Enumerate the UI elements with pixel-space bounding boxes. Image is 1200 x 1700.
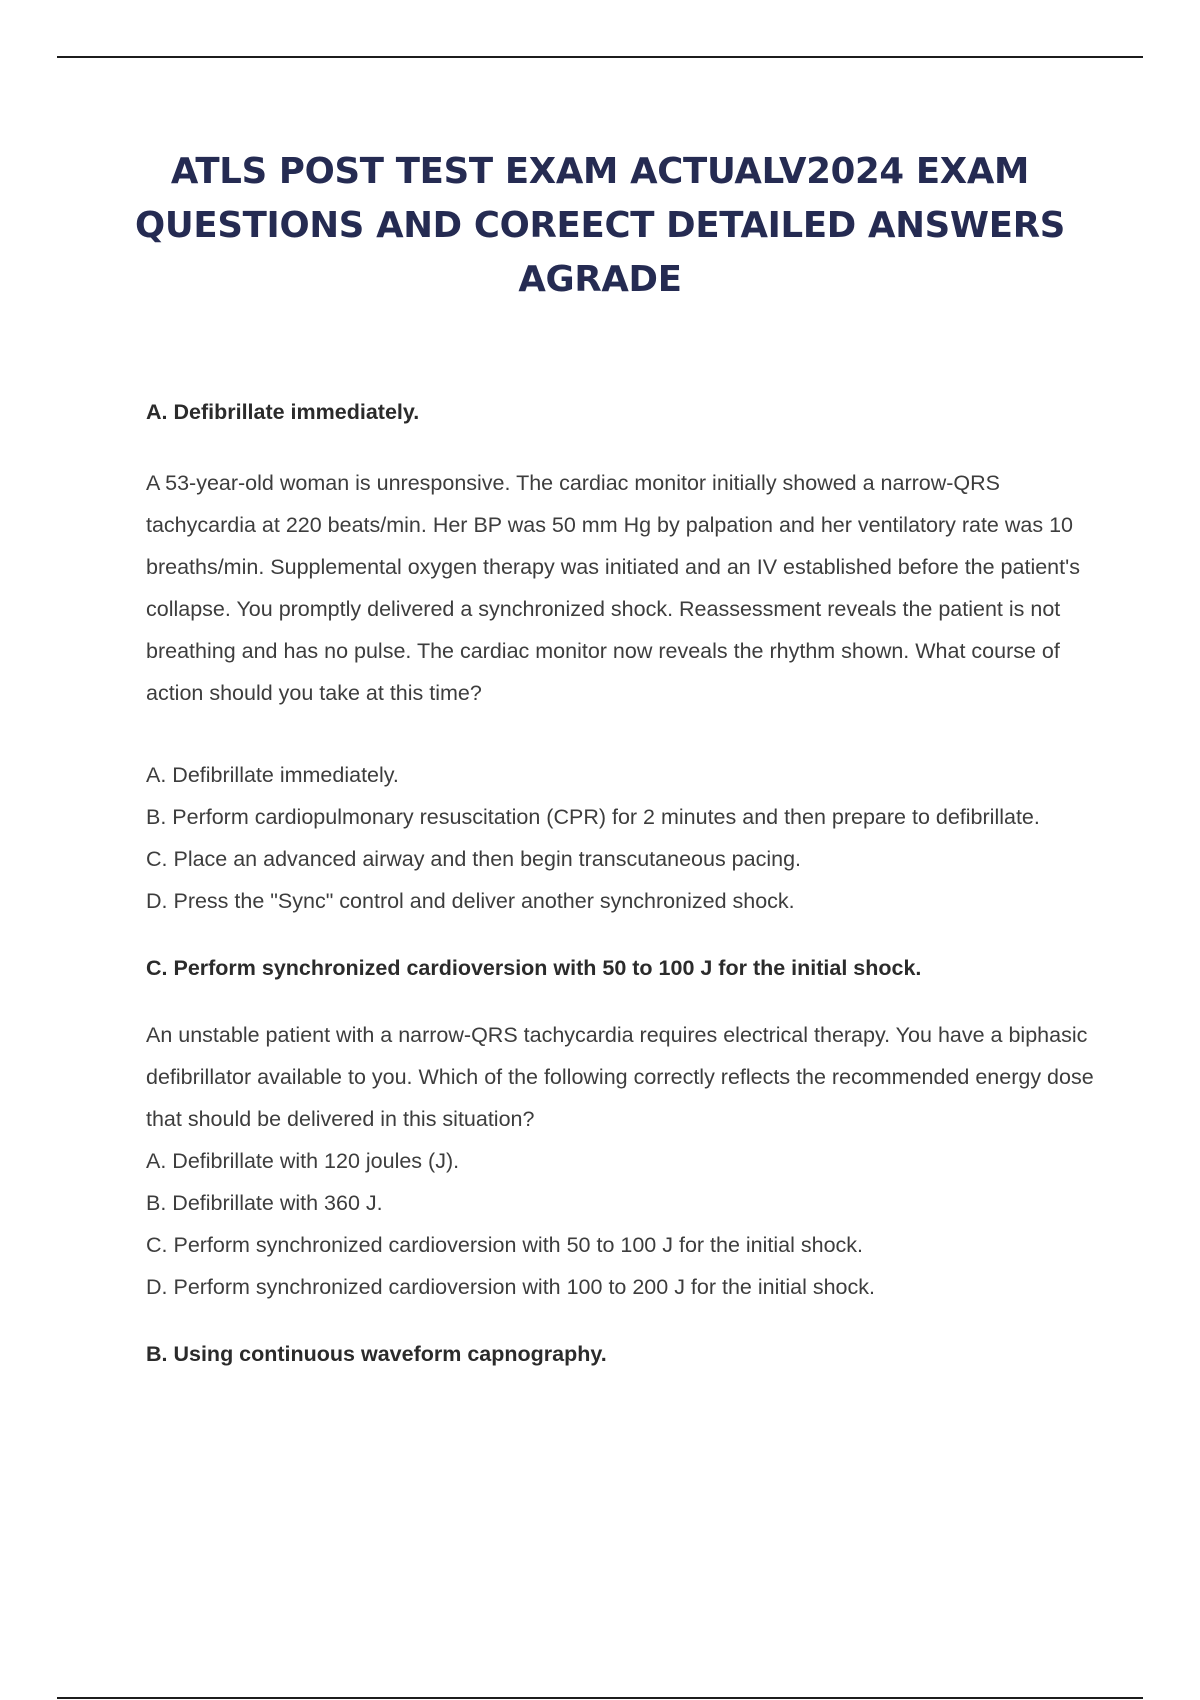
option-2b: B. Defibrillate with 360 J.	[146, 1191, 383, 1215]
bottom-rule	[57, 1697, 1143, 1699]
document-body	[146, 396, 1106, 1370]
option-1a: A. Defibrillate immediately.	[146, 763, 399, 787]
document-title: ATLS POST TEST EXAM ACTUALV2024 EXAM QUESTIONS AND COREECT DETAILED ANSWERS AGRADE	[135, 151, 1065, 300]
option-1c: C. Place an advanced airway and then begin transcutaneous pacing.	[146, 847, 801, 871]
option-2a: A. Defibrillate with 120 joules (J).	[146, 1149, 460, 1173]
option-2c: C. Perform synchronized cardioversion with 50 to 100 J for the initial shock.	[146, 1233, 863, 1257]
option-2d: D. Perform synchronized cardioversion with 100 to 200 J for the initial shock.	[146, 1275, 875, 1299]
answer-2: C. Perform synchronized cardioversion with 50 to 100 J for the initial shock.	[146, 956, 922, 980]
question-1: A 53-year-old woman is unresponsive. The cardiac monitor initially showed a narrow-QRS tachycardia at 220 beats/min. Her BP was 50 mm Hg by palpation and her ventilatory rate was 10 breaths/min. Supplemental oxygen therapy was initiated and an IV established before the patient's collapse. You promptly delivered a synchronized shock. Reassessment reveals the patient is not breathing and has no pulse. The cardiac monitor now reveals the rhythm shown. What course of action should you take at this time?	[146, 471, 1080, 705]
question-2: An unstable patient with a narrow-QRS tachycardia requires electrical therapy. You have a biphasic defibrillator available to you. Which of the following correctly reflects the recommended energy dose that should be delivered in this situation?	[146, 1023, 1094, 1131]
answer-1: A. Defibrillate immediately.	[146, 400, 420, 424]
option-1d: D. Press the "Sync" control and deliver another synchronized shock.	[146, 889, 795, 913]
answer-3: B. Using continuous waveform capnography.	[146, 1342, 607, 1366]
options-1	[146, 754, 1106, 922]
option-1b: B. Perform cardiopulmonary resuscitation (CPR) for 2 minutes and then prepare to defibrillate.	[146, 805, 1040, 829]
options-2	[146, 1140, 1106, 1308]
top-rule	[57, 56, 1143, 58]
